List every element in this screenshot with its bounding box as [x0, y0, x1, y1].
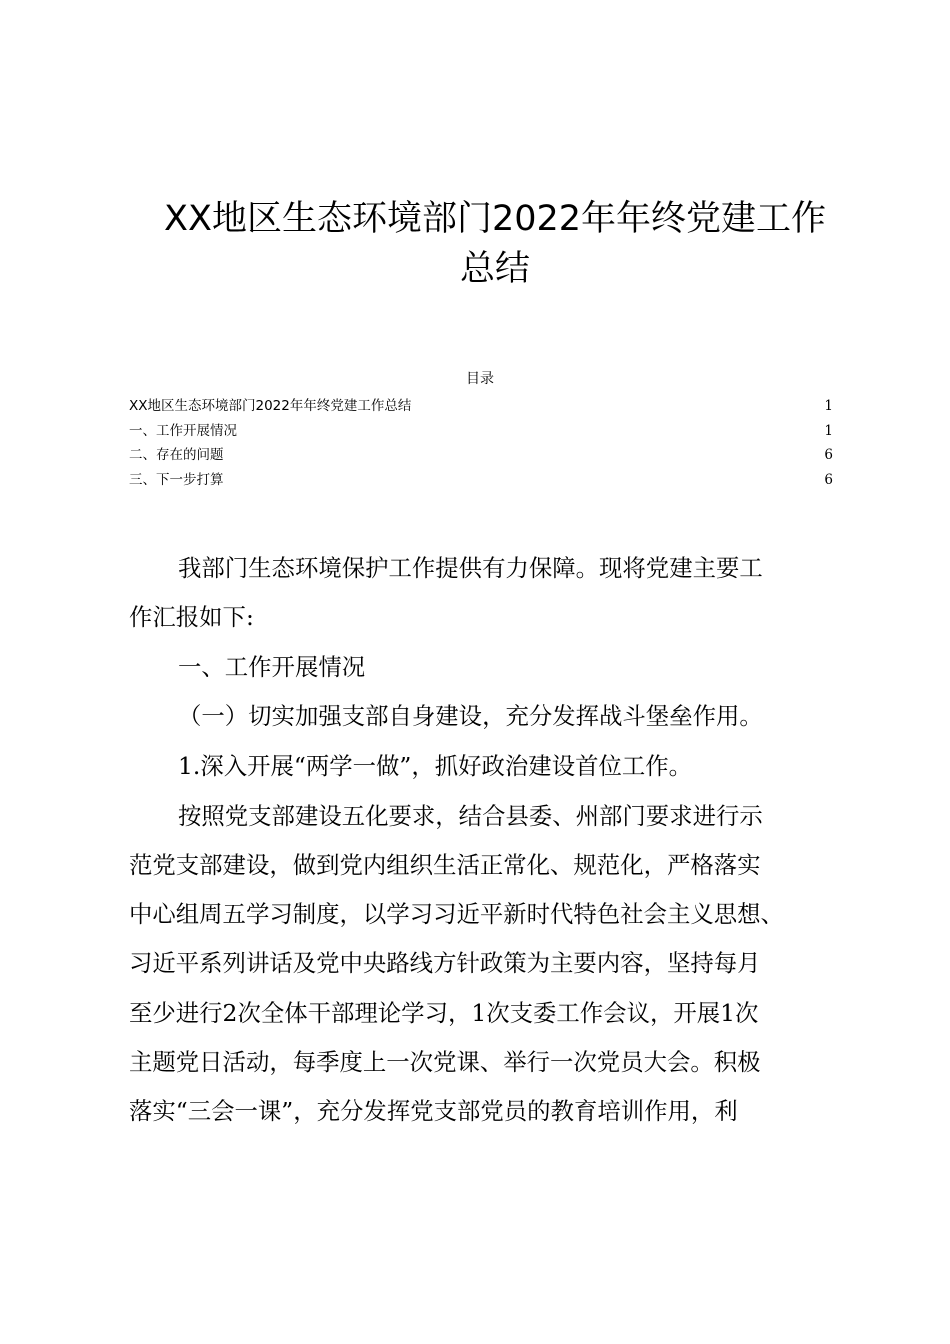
- document-title-line2: 总结: [459, 249, 530, 289]
- paragraph-line: 至少进行2次全体干部理论学习，1次支委工作会议，开展1次: [129, 999, 759, 1027]
- intro-paragraph-line: 作汇报如下:: [129, 603, 254, 631]
- paragraph-line: 按照党支部建设五化要求，结合县委、州部门要求进行示: [178, 802, 763, 830]
- toc-entry[interactable]: [129, 468, 833, 493]
- table-of-contents: [129, 394, 833, 492]
- toc-entry[interactable]: [129, 443, 833, 468]
- paragraph-line: 落实“三会一课”，充分发挥党支部党员的教育培训作用，利: [129, 1097, 738, 1125]
- toc-entry-text: 一、工作开展情况: [129, 422, 237, 439]
- intro-paragraph-line: 我部门生态环境保护工作提供有力保障。现将党建主要工: [178, 554, 763, 582]
- toc-entry[interactable]: [129, 394, 833, 419]
- paragraph-line: 习近平系列讲话及党中央路线方针政策为主要内容，坚持每月: [129, 949, 761, 977]
- paragraph-line: 主题党日活动，每季度上一次党课、举行一次党员大会。积极: [129, 1048, 761, 1076]
- subsection-heading: （一）切实加强支部自身建设，充分发挥战斗堡垒作用。: [178, 702, 763, 730]
- toc-entry[interactable]: [129, 419, 833, 444]
- toc-entry-text: 二、存在的问题: [129, 447, 224, 463]
- toc-entry-page: 6: [824, 447, 833, 463]
- toc-heading: 目录: [466, 371, 494, 387]
- toc-entry-page: 1: [824, 398, 833, 414]
- toc-entry-text: XX地区生态环境部门2022年年终党建工作总结: [129, 398, 412, 414]
- section-heading: 一、工作开展情况: [178, 653, 366, 681]
- document-title-line1: XX地区生态环境部门2022年年终党建工作: [163, 199, 827, 239]
- toc-entry-page: 6: [824, 471, 833, 488]
- paragraph-line: 范党支部建设，做到党内组织生活正常化、规范化，严格落实: [129, 851, 761, 879]
- toc-entry-page: 1: [824, 422, 833, 439]
- toc-entry-text: 三、下一步打算: [129, 471, 224, 488]
- paragraph-line: 中心组周五学习制度，以学习习近平新时代特色社会主义思想、: [129, 900, 784, 928]
- numbered-item-heading: 1.深入开展“两学一做”，抓好政治建设首位工作。: [178, 752, 693, 780]
